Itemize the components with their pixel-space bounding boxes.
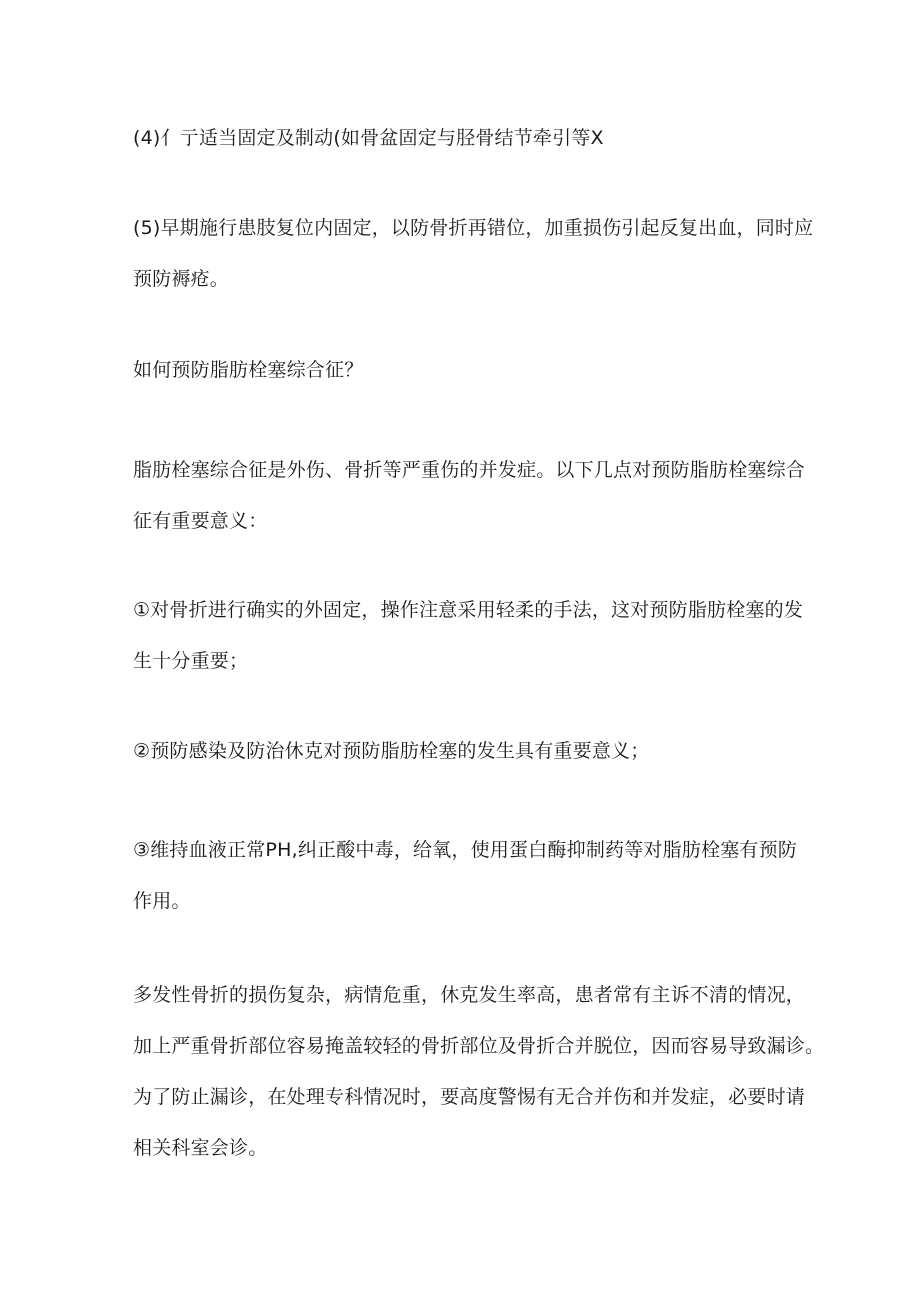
list-item-2: [133, 726, 833, 777]
paragraph-line: 为了防止漏诊，在处理专科情况时，要高度警惕有无合并伤和并发症，必要时请: [133, 1086, 806, 1108]
paragraph-line: ②预防感染及防治休克对预防脂肪栓塞的发生具有重要意义；: [133, 740, 650, 762]
paragraph-line: (5)早期施行患肢复位内固定，以防骨折再错位，加重损伤引起反复出血，同时应: [133, 217, 814, 239]
paragraph-line: 加上严重骨折部位容易掩盖较轻的骨折部位及骨折合并脱位，因而容易导致漏诊。: [133, 1035, 825, 1057]
paragraph-multiple-fractures: [133, 970, 833, 1174]
paragraph-line: 生十分重要；: [133, 650, 249, 672]
paragraph-line: (4)亻亍适当固定及制动(如骨盆固定与胫骨结节牵引等Ⅹ: [133, 127, 604, 149]
paragraph-line: 预防褥疮。: [133, 268, 230, 290]
paragraph-line: ③维持血液正常PH,纠正酸中毒，给氧，使用蛋白酶抑制药等对脂肪栓塞有预防: [133, 839, 798, 861]
paragraph-fat-embolism-intro: [133, 445, 833, 547]
paragraph-early-internal-fixation: [133, 203, 833, 305]
paragraph-line: 脂肪栓塞综合征是外伤、骨折等严重伤的并发症。以下几点对预防脂肪栓塞综合: [133, 459, 806, 481]
paragraph-line: ①对骨折进行确实的外固定，操作注意采用轻柔的手法，这对预防脂肪栓塞的发: [133, 599, 804, 621]
paragraph-line: 作用。: [133, 890, 191, 912]
paragraph-line: 如何预防脂肪栓塞综合征？: [133, 359, 364, 381]
paragraph-fixation-braking: [133, 113, 833, 164]
paragraph-line: 相关科室会诊。: [133, 1137, 268, 1159]
list-item-1: [133, 585, 833, 687]
section-question-heading: [133, 345, 833, 396]
paragraph-line: 多发性骨折的损伤复杂，病情危重，休克发生率高，患者常有主诉不清的情况，: [133, 984, 806, 1006]
paragraph-line: 征有重要意义：: [133, 510, 268, 532]
list-item-3: [133, 825, 833, 927]
